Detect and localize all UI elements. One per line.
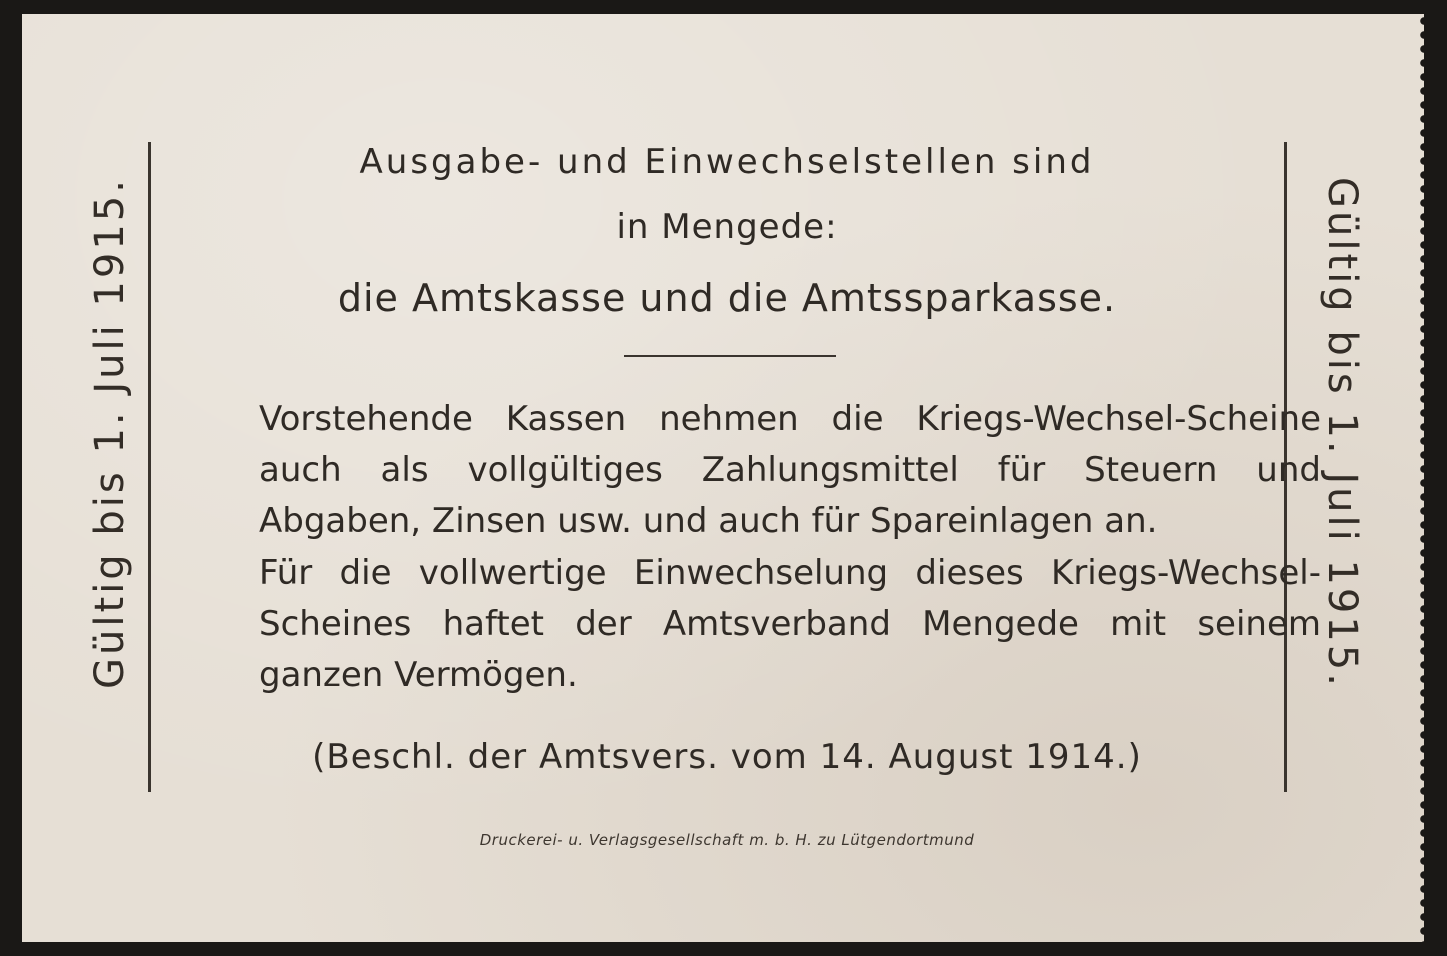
heading-line-2: in Mengede: (616, 207, 838, 247)
perforated-edge (1418, 14, 1430, 942)
resolution-note: (Beschl. der Amtsvers. vom 14. August 1914.) (312, 737, 1142, 777)
paragraph-liability: Für die vollwertige Einwechselung dieses Kriegs-Wechsel-Scheines haftet der Amtsverband Mengede mit seinem ganzen Vermögen. (259, 553, 1321, 695)
validity-text-left: Gültig bis 1. Juli 1915. (87, 177, 133, 689)
heading-line-3: die Amtskasse und die Amtssparkasse. (337, 276, 1117, 320)
banknote-reverse (22, 14, 1424, 942)
validity-text-right: Gültig bis 1. Juli 1915. (1319, 177, 1365, 689)
paragraph-acceptance: Vorstehende Kassen nehmen die Kriegs-Wechsel-Scheine auch als vollgültiges Zahlungsmittel für Steuern und Abgaben, Zinsen usw. und auch für Spareinlagen an. (259, 399, 1321, 541)
left-border-line (148, 142, 151, 792)
heading-line-1: Ausgabe- und Einwechselstellen sind (359, 142, 1095, 182)
printer-imprint: Druckerei- u. Verlagsgesellschaft m. b. H. zu Lütgendortmund (479, 831, 975, 849)
divider-rule (624, 355, 836, 357)
